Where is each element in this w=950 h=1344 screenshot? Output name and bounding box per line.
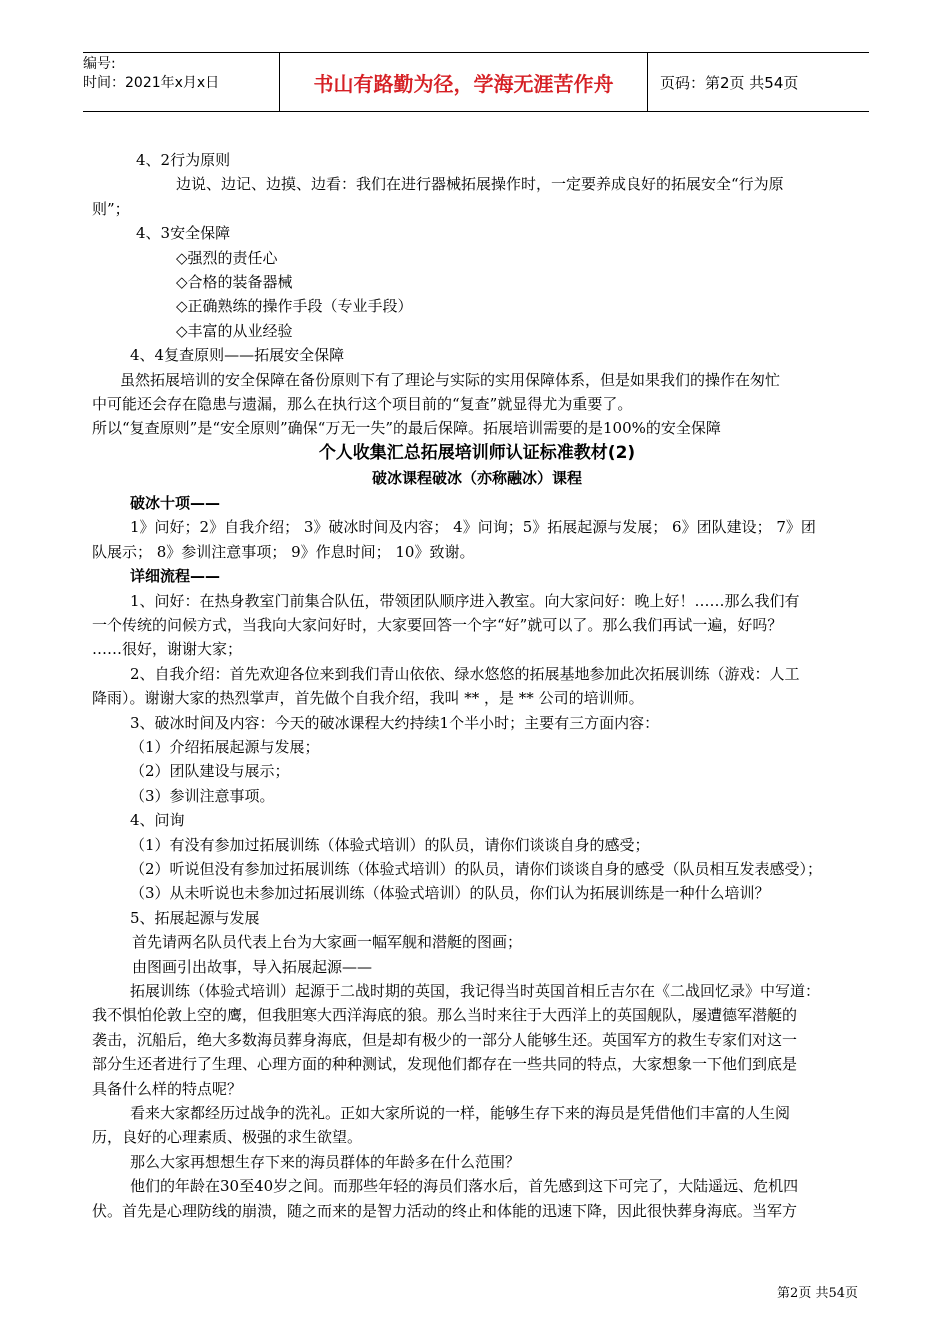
paragraph-line: 看来大家都经历过战争的洗礼。正如大家所说的一样，能够生存下来的海员是凭借他们丰富的人生阅 (130, 1104, 791, 1123)
header-meta (83, 53, 280, 111)
time-label: 时间：2021年x月x日 (83, 75, 220, 91)
paragraph-line: 我不惧怕伦敦上空的鹰，但我胆寒大西洋海底的狼。那么当时来往于大西洋上的英国舰队，屡遭德军潜艇的 (92, 1006, 798, 1025)
list-item: （3）参训注意事项。 (130, 786, 275, 805)
paragraph-line: 中可能还会存在隐患与遗漏，那么在执行这个项目前的“复查”就显得尤为重要了。 (92, 395, 633, 414)
paragraph-line: 由图画引出故事，导入拓展起源—— (132, 957, 373, 976)
list-item: ◇强烈的责任心 (176, 248, 278, 267)
paragraph-line: 伏。首先是心理防线的崩溃，随之而来的是智力活动的终止和体能的迅速下降，因此很快葬身海底。当军方 (92, 1201, 798, 1220)
paragraph-line: 则”； (92, 199, 130, 218)
paragraph-line: 1》问好；2》自我介绍； 3》破冰时间及内容； 4》问询；5》拓展起源与发展； 6》团队建设； 7》团 (130, 518, 816, 537)
paragraph-line: 降雨）。谢谢大家的热烈掌声，首先做个自我介绍，我叫 ** ，是 ** 公司的培训师。 (92, 689, 644, 708)
paragraph-line: 边说、边记、边摸、边看：我们在进行器械拓展操作时，一定要养成良好的拓展安全“行为原 (176, 175, 784, 194)
list-item: ◇丰富的从业经验 (176, 321, 293, 340)
paragraph-line: 袭击，沉船后，绝大多数海员葬身海底，但是却有极少的一部分人能够生还。英国军方的救生专家们对这一 (92, 1030, 798, 1049)
bold-heading: 详细流程—— (130, 567, 221, 586)
header-page-info: 页码：第2页 共54页 (660, 73, 799, 92)
section-heading: 5、拓展起源与发展 (130, 908, 260, 927)
doc-subtitle: 破冰课程破冰（亦称融冰）课程 (371, 468, 582, 487)
list-item: ◇正确熟练的操作手段（专业手段） (176, 297, 413, 316)
paragraph-line: 具备什么样的特点呢？ (92, 1079, 243, 1098)
paragraph-line: ……很好，谢谢大家； (92, 640, 243, 659)
section-heading: 4、2行为原则 (136, 151, 231, 169)
list-item: （1）有没有参加过拓展训练（体验式培训）的队员，请你们谈谈自身的感受； (130, 835, 650, 854)
page-footer: 第2页 共54页 (777, 1286, 858, 1301)
paragraph-line: 2、自我介绍：首先欢迎各位来到我们青山依依、绿水悠悠的拓展基地参加此次拓展训练（游戏：人工 (130, 664, 800, 683)
paragraph-line: 他们的年龄在30至40岁之间。而那些年轻的海员们落水后，首先感到这下可完了，大陆遥远、危机四 (130, 1177, 799, 1196)
section-heading: 4、3安全保障 (136, 224, 231, 243)
paragraph-line: 所以“复查原则”是“安全原则”确保“万无一失”的最后保障。拓展培训需要的是100%的安全保障 (92, 419, 721, 438)
bold-heading: 破冰十项—— (130, 493, 221, 512)
paragraph-line: 虽然拓展培训的安全保障在备份原则下有了理论与实际的实用保障体系，但是如果我们的操作在匆忙 (120, 370, 781, 389)
document-body (92, 148, 862, 1223)
doc-title: 个人收集汇总拓展培训师认证标准教材(2) (318, 442, 636, 463)
paragraph-line: 3、破冰时间及内容：今天的破冰课程大约持续1个半小时；主要有三方面内容： (130, 713, 660, 732)
paragraph-line: 1、问好：在热身教室门前集合队伍，带领团队顺序进入教室。向大家问好：晚上好！……那么我们有 (130, 591, 800, 610)
section-heading: 4、4复查原则——拓展安全保障 (130, 346, 345, 365)
paragraph-line: 部分生还者进行了生理、心理方面的种种测试，发现他们都存在一些共同的特点，大家想象一下他们到底是 (92, 1055, 798, 1074)
header-motto-cell (280, 53, 648, 111)
section-heading: 4、问询 (130, 811, 185, 830)
number-label: 编号: (83, 56, 116, 72)
page-header (83, 52, 869, 112)
paragraph-line: 拓展训练（体验式培训）起源于二战时期的英国，我记得当时英国首相丘吉尔在《二战回忆录》中写道： (130, 982, 821, 1000)
paragraph-line: 首先请两名队员代表上台为大家画一幅军舰和潜艇的图画； (132, 933, 523, 952)
paragraph-line: 那么大家再想想生存下来的海员群体的年龄多在什么范围？ (130, 1152, 521, 1171)
paragraph-line: 一个传统的问候方式，当我向大家问好时，大家要回答一个字“好”就可以了。那么我们再试一遍，好吗？ (92, 615, 783, 634)
paragraph-line: 队展示； 8》参训注意事项； 9》作息时间； 10》致谢。 (92, 542, 475, 561)
header-motto: 书山有路勤为径，学海无涯苦作舟 (313, 71, 614, 96)
list-item: （2）团队建设与展示； (130, 762, 290, 781)
list-item: （2）听说但没有参加过拓展训练（体验式培训）的队员，请你们谈谈自身的感受（队员相互发表感受）； (130, 859, 823, 878)
list-item: ◇合格的装备器械 (176, 273, 293, 292)
list-item: （3）从未听说也未参加过拓展训练（体验式培训）的队员，你们认为拓展训练是一种什么培训？ (130, 884, 770, 903)
paragraph-line: 历，良好的心理素质、极强的求生欲望。 (92, 1128, 363, 1147)
list-item: （1）介绍拓展起源与发展； (130, 737, 320, 756)
